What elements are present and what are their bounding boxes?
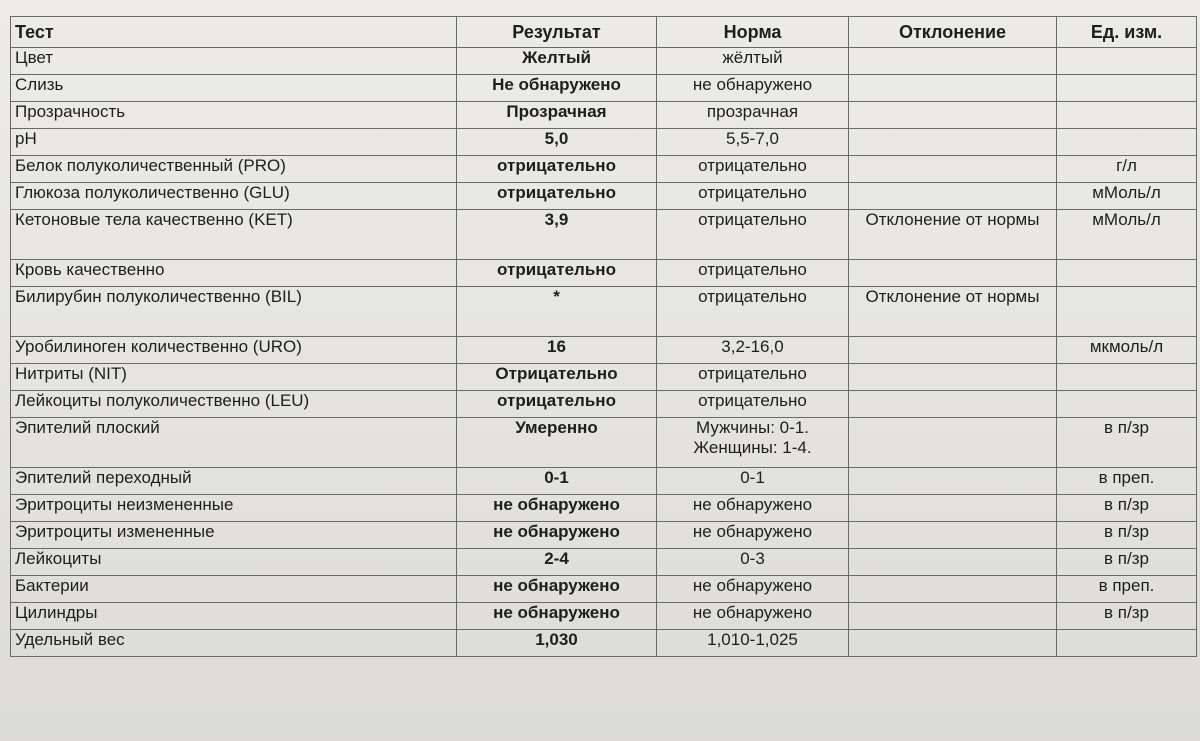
- cell-result: не обнаружено: [457, 495, 657, 522]
- header-deviation: Отклонение: [849, 17, 1057, 48]
- cell-norm: 0-1: [657, 468, 849, 495]
- cell-unit: [1057, 129, 1197, 156]
- cell-result: Прозрачная: [457, 102, 657, 129]
- header-norm: Норма: [657, 17, 849, 48]
- cell-deviation: [849, 522, 1057, 549]
- cell-unit: в преп.: [1057, 468, 1197, 495]
- cell-result: Желтый: [457, 48, 657, 75]
- cell-result: 1,030: [457, 630, 657, 657]
- header-result: Результат: [457, 17, 657, 48]
- cell-deviation: [849, 129, 1057, 156]
- cell-test-name: pH: [11, 129, 457, 156]
- cell-deviation: [849, 156, 1057, 183]
- cell-test-name: Уробилиноген количественно (URO): [11, 337, 457, 364]
- cell-norm: 5,5-7,0: [657, 129, 849, 156]
- cell-deviation: [849, 75, 1057, 102]
- cell-unit: мМоль/л: [1057, 210, 1197, 260]
- cell-unit: [1057, 391, 1197, 418]
- cell-norm: не обнаружено: [657, 522, 849, 549]
- cell-test-name: Нитриты (NIT): [11, 364, 457, 391]
- cell-test-name: Слизь: [11, 75, 457, 102]
- cell-result: отрицательно: [457, 260, 657, 287]
- cell-unit: [1057, 287, 1197, 337]
- table-row: [11, 183, 1197, 210]
- cell-test-name: Эпителий переходный: [11, 468, 457, 495]
- table-row: [11, 287, 1197, 337]
- cell-deviation: [849, 391, 1057, 418]
- cell-test-name: Лейкоциты полуколичественно (LEU): [11, 391, 457, 418]
- cell-result: отрицательно: [457, 156, 657, 183]
- cell-norm: 3,2-16,0: [657, 337, 849, 364]
- header-test: Тест: [11, 17, 457, 48]
- cell-deviation: [849, 495, 1057, 522]
- table-row: [11, 337, 1197, 364]
- cell-deviation: [849, 468, 1057, 495]
- cell-test-name: Лейкоциты: [11, 549, 457, 576]
- table-row: [11, 210, 1197, 260]
- header-unit: Ед. изм.: [1057, 17, 1197, 48]
- cell-norm: отрицательно: [657, 287, 849, 337]
- cell-result: не обнаружено: [457, 522, 657, 549]
- cell-unit: [1057, 48, 1197, 75]
- cell-deviation: [849, 549, 1057, 576]
- cell-norm: 1,010-1,025: [657, 630, 849, 657]
- cell-result: 2-4: [457, 549, 657, 576]
- table-row: [11, 48, 1197, 75]
- table-row: [11, 156, 1197, 183]
- cell-result: Умеренно: [457, 418, 657, 468]
- cell-unit: в п/зр: [1057, 495, 1197, 522]
- cell-unit: в п/зр: [1057, 549, 1197, 576]
- cell-unit: в п/зр: [1057, 603, 1197, 630]
- cell-deviation: [849, 418, 1057, 468]
- cell-unit: в п/зр: [1057, 418, 1197, 468]
- table-row: [11, 260, 1197, 287]
- table-row: [11, 129, 1197, 156]
- cell-test-name: Глюкоза полуколичественно (GLU): [11, 183, 457, 210]
- cell-deviation: Отклонение от нормы: [849, 210, 1057, 260]
- cell-result: 3,9: [457, 210, 657, 260]
- cell-result: Не обнаружено: [457, 75, 657, 102]
- cell-norm: 0-3: [657, 549, 849, 576]
- cell-deviation: Отклонение от нормы: [849, 287, 1057, 337]
- cell-test-name: Цилиндры: [11, 603, 457, 630]
- cell-result: не обнаружено: [457, 576, 657, 603]
- cell-norm: не обнаружено: [657, 603, 849, 630]
- cell-result: 0-1: [457, 468, 657, 495]
- cell-norm: отрицательно: [657, 210, 849, 260]
- cell-unit: в преп.: [1057, 576, 1197, 603]
- cell-norm: жёлтый: [657, 48, 849, 75]
- table-row: [11, 576, 1197, 603]
- cell-deviation: [849, 48, 1057, 75]
- table-row: [11, 468, 1197, 495]
- cell-test-name: Белок полуколичественный (PRO): [11, 156, 457, 183]
- cell-unit: [1057, 364, 1197, 391]
- cell-test-name: Бактерии: [11, 576, 457, 603]
- table-row: [11, 495, 1197, 522]
- cell-unit: мкмоль/л: [1057, 337, 1197, 364]
- cell-test-name: Удельный вес: [11, 630, 457, 657]
- cell-norm: отрицательно: [657, 260, 849, 287]
- cell-deviation: [849, 603, 1057, 630]
- table-row: [11, 102, 1197, 129]
- cell-result: 5,0: [457, 129, 657, 156]
- cell-deviation: [849, 102, 1057, 129]
- cell-test-name: Эпителий плоский: [11, 418, 457, 468]
- cell-test-name: Эритроциты измененные: [11, 522, 457, 549]
- cell-deviation: [849, 260, 1057, 287]
- cell-norm: Мужчины: 0-1. Женщины: 1-4.: [657, 418, 849, 468]
- cell-result: отрицательно: [457, 391, 657, 418]
- cell-result: 16: [457, 337, 657, 364]
- cell-unit: в п/зр: [1057, 522, 1197, 549]
- cell-result: отрицательно: [457, 183, 657, 210]
- table-row: [11, 391, 1197, 418]
- cell-norm: прозрачная: [657, 102, 849, 129]
- table-row: [11, 418, 1197, 468]
- table-row: [11, 549, 1197, 576]
- cell-unit: [1057, 630, 1197, 657]
- cell-test-name: Эритроциты неизмененные: [11, 495, 457, 522]
- cell-test-name: Цвет: [11, 48, 457, 75]
- cell-unit: [1057, 75, 1197, 102]
- cell-unit: мМоль/л: [1057, 183, 1197, 210]
- cell-norm: не обнаружено: [657, 495, 849, 522]
- cell-norm: отрицательно: [657, 183, 849, 210]
- cell-unit: г/л: [1057, 156, 1197, 183]
- cell-test-name: Билирубин полуколичественно (BIL): [11, 287, 457, 337]
- table-row: [11, 603, 1197, 630]
- cell-deviation: [849, 337, 1057, 364]
- cell-result: не обнаружено: [457, 603, 657, 630]
- cell-norm: не обнаружено: [657, 75, 849, 102]
- cell-norm: отрицательно: [657, 156, 849, 183]
- cell-test-name: Кровь качественно: [11, 260, 457, 287]
- cell-result: Отрицательно: [457, 364, 657, 391]
- cell-deviation: [849, 630, 1057, 657]
- cell-deviation: [849, 183, 1057, 210]
- cell-norm: не обнаружено: [657, 576, 849, 603]
- table-row: [11, 630, 1197, 657]
- cell-unit: [1057, 260, 1197, 287]
- table-row: [11, 522, 1197, 549]
- cell-norm: отрицательно: [657, 391, 849, 418]
- cell-result: *: [457, 287, 657, 337]
- cell-norm: отрицательно: [657, 364, 849, 391]
- table-row: [11, 364, 1197, 391]
- cell-test-name: Кетоновые тела качественно (KET): [11, 210, 457, 260]
- cell-test-name: Прозрачность: [11, 102, 457, 129]
- cell-deviation: [849, 576, 1057, 603]
- table-row: [11, 75, 1197, 102]
- cell-unit: [1057, 102, 1197, 129]
- cell-deviation: [849, 364, 1057, 391]
- table-header-row: [11, 17, 1197, 48]
- urinalysis-results-table: [10, 16, 1197, 657]
